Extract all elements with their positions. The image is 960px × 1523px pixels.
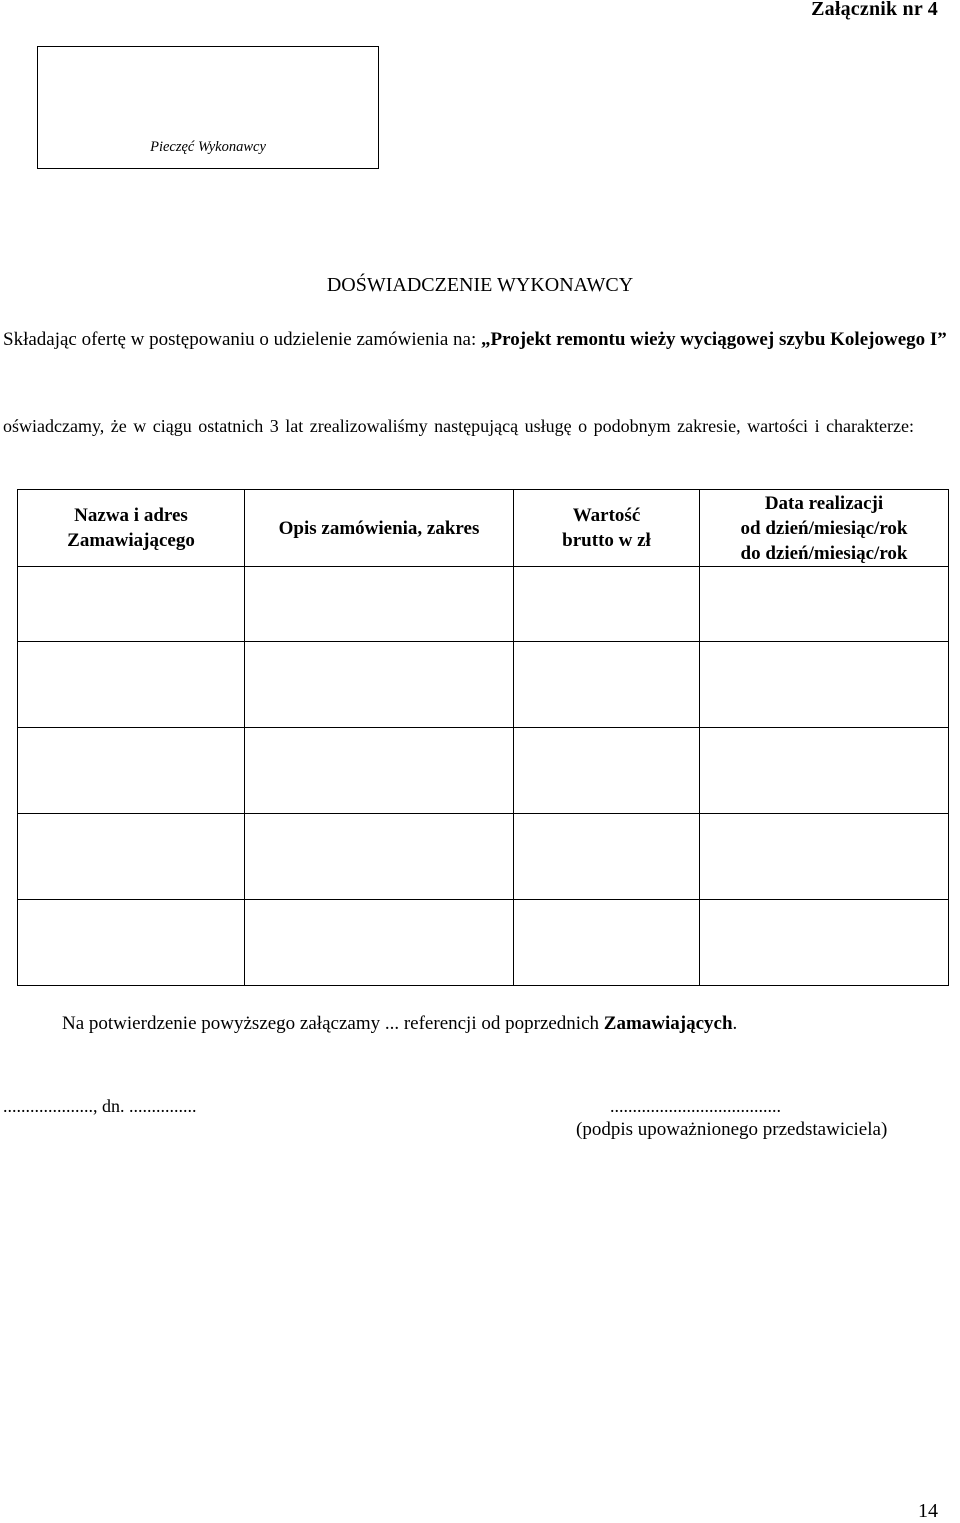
intro-paragraph bbox=[3, 326, 957, 353]
header-value-line2: brutto w zł bbox=[562, 530, 651, 551]
experience-table bbox=[17, 489, 949, 986]
table-cell[interactable] bbox=[18, 567, 245, 642]
page-number: 14 bbox=[918, 1500, 938, 1522]
table-cell[interactable] bbox=[245, 728, 514, 814]
place-date-field: ...................., dn. ............... bbox=[3, 1096, 197, 1116]
header-client-line1: Nazwa i adres bbox=[74, 505, 188, 526]
document-title: DOŚWIADCZENIE WYKONAWCY bbox=[326, 274, 634, 296]
confirmation-text: Na potwierdzenie powyższego załączamy ... referencji od poprzednich bbox=[62, 1013, 604, 1034]
table-cell[interactable] bbox=[514, 642, 700, 728]
header-client bbox=[18, 490, 245, 567]
header-description-line1: Opis zamówienia, zakres bbox=[278, 517, 480, 539]
table-cell[interactable] bbox=[700, 567, 949, 642]
header-dates bbox=[700, 490, 949, 567]
statement-paragraph: oświadczamy, że w ciągu ostatnich 3 lat zrealizowaliśmy następującą usługę o podobnym zakresie, wartości i charakterze: bbox=[3, 416, 914, 436]
confirmation-end: . bbox=[732, 1013, 738, 1034]
confirmation-emphasis: Zamawiających bbox=[603, 1013, 733, 1034]
table-cell[interactable] bbox=[245, 814, 514, 900]
header-dates-line1: Data realizacji bbox=[764, 492, 884, 514]
header-value-line1: Wartość bbox=[572, 505, 641, 526]
confirmation-line bbox=[62, 1013, 737, 1035]
table-row bbox=[18, 642, 949, 728]
table-cell[interactable] bbox=[18, 728, 245, 814]
table-cell[interactable] bbox=[700, 900, 949, 986]
signature-label: (podpis upoważnionego przedstawiciela) bbox=[576, 1119, 888, 1140]
header-description bbox=[245, 490, 514, 567]
header-dates-line3: do dzień/miesiąc/rok bbox=[740, 542, 908, 564]
stamp-box bbox=[37, 46, 379, 169]
project-name: „Projekt remontu wieży wyciągowej szybu Kolejowego I” bbox=[481, 329, 947, 350]
table-cell[interactable] bbox=[514, 814, 700, 900]
table-cell[interactable] bbox=[18, 642, 245, 728]
stamp-label: Pieczęć Wykonawcy bbox=[150, 139, 266, 155]
table-cell[interactable] bbox=[18, 814, 245, 900]
signature-line: ...................................... bbox=[610, 1096, 781, 1116]
header-dates-line2: od dzień/miesiąc/rok bbox=[740, 517, 908, 539]
header-value bbox=[514, 490, 700, 567]
table-header-row bbox=[18, 490, 949, 567]
table-cell[interactable] bbox=[245, 642, 514, 728]
table-cell[interactable] bbox=[700, 728, 949, 814]
table-cell[interactable] bbox=[245, 900, 514, 986]
table-row bbox=[18, 900, 949, 986]
table-cell[interactable] bbox=[18, 900, 245, 986]
table-cell[interactable] bbox=[514, 567, 700, 642]
intro-prefix: Składając ofertę w postępowaniu o udzielenie zamówienia na: bbox=[3, 329, 481, 350]
table-row bbox=[18, 814, 949, 900]
table-cell[interactable] bbox=[514, 900, 700, 986]
table-cell[interactable] bbox=[245, 567, 514, 642]
header-client-line2: Zamawiającego bbox=[67, 530, 195, 551]
table-cell[interactable] bbox=[700, 642, 949, 728]
annex-number: Załącznik nr 4 bbox=[811, 0, 938, 20]
table-cell[interactable] bbox=[514, 728, 700, 814]
table-row bbox=[18, 728, 949, 814]
table-row bbox=[18, 567, 949, 642]
table-cell[interactable] bbox=[700, 814, 949, 900]
